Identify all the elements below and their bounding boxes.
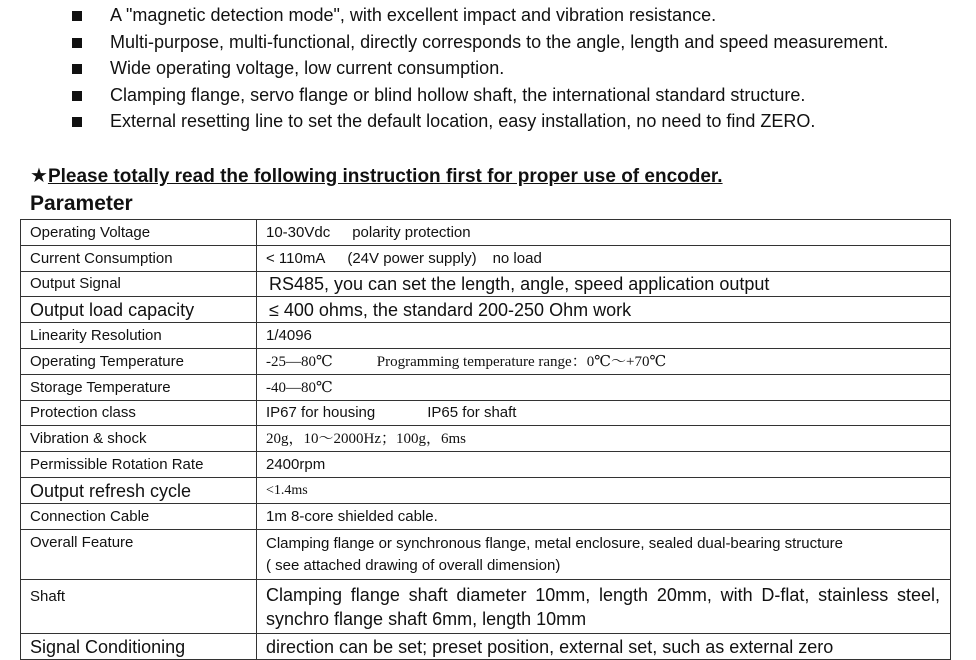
param-value: -40—80℃	[257, 375, 951, 401]
bullet-square-icon	[72, 38, 82, 48]
table-row	[21, 349, 951, 375]
feature-list	[0, 0, 976, 135]
bullet-square-icon	[72, 117, 82, 127]
param-key: Protection class	[21, 401, 257, 426]
value-part: polarity protection	[352, 223, 471, 241]
param-key: Linearity Resolution	[21, 323, 257, 349]
param-key: Signal Conditioning	[21, 634, 257, 660]
param-key: Operating Temperature	[21, 349, 257, 375]
param-value	[257, 220, 951, 246]
read-instruction-notice	[30, 162, 723, 191]
param-value: Clamping flange shaft diameter 10mm, length 20mm, with D-flat, stainless steel, synchro flange shaft 6mm, length 10mm	[257, 580, 951, 634]
param-key: Output load capacity	[21, 297, 257, 323]
feature-item	[0, 55, 976, 82]
table-row	[21, 530, 951, 580]
feature-item	[0, 108, 976, 135]
param-key: Operating Voltage	[21, 220, 257, 246]
feature-text: Clamping flange, servo flange or blind hollow shaft, the international standard structure.	[110, 84, 806, 105]
param-key: Output refresh cycle	[21, 478, 257, 504]
param-key: Current Consumption	[21, 246, 257, 272]
param-key: Storage Temperature	[21, 375, 257, 401]
table-row	[21, 246, 951, 272]
feature-text: External resetting line to set the default location, easy installation, no need to find ZERO.	[110, 111, 816, 131]
notice-text: Please totally read the following instruction first for proper use of encoder.	[47, 166, 723, 187]
param-value	[257, 401, 951, 426]
table-row	[21, 504, 951, 530]
parameter-table	[20, 219, 951, 660]
param-value	[257, 530, 951, 580]
table-row	[21, 375, 951, 401]
star-icon: ★	[30, 165, 48, 187]
feature-text: A "magnetic detection mode", with excellent impact and vibration resistance.	[110, 5, 717, 25]
bullet-square-icon	[72, 91, 82, 101]
bullet-square-icon	[72, 11, 82, 21]
param-value	[257, 246, 951, 272]
value-line: ( see attached drawing of overall dimension)	[266, 556, 561, 574]
value-part: IP67 for housing	[266, 404, 376, 421]
param-key: Connection Cable	[21, 504, 257, 530]
table-row	[21, 580, 951, 634]
table-row	[21, 297, 951, 323]
param-value: 1m 8-core shielded cable.	[257, 504, 951, 530]
table-row	[21, 272, 951, 297]
table-row	[21, 426, 951, 452]
param-key: Overall Feature	[21, 530, 257, 580]
param-value	[257, 349, 951, 375]
value-part: Programming temperature range：0℃～+70℃	[376, 353, 667, 370]
table-row	[21, 220, 951, 246]
bullet-square-icon	[72, 64, 82, 74]
table-row	[21, 323, 951, 349]
value-line: Clamping flange or synchronous flange, metal enclosure, sealed dual-bearing structure	[266, 534, 843, 552]
param-value: 1/4096	[257, 323, 951, 349]
param-value: 2400rpm	[257, 452, 951, 478]
table-row	[21, 401, 951, 426]
param-key: Vibration & shock	[21, 426, 257, 452]
param-value: RS485, you can set the length, angle, speed application output	[257, 272, 951, 297]
param-value: direction can be set; preset position, external set, such as external zero	[257, 634, 951, 660]
param-key: Shaft	[21, 580, 257, 634]
feature-item	[0, 82, 976, 109]
param-key: Permissible Rotation Rate	[21, 452, 257, 478]
value-part: -25—80℃	[266, 353, 333, 370]
feature-text: Wide operating voltage, low current consumption.	[110, 58, 505, 78]
value-part: 10-30Vdc	[266, 223, 331, 241]
param-key: Output Signal	[21, 272, 257, 297]
table-row	[21, 634, 951, 660]
value-part: (24V power supply)	[347, 249, 477, 267]
value-part: no load	[492, 249, 542, 267]
section-heading: Parameter	[30, 192, 133, 215]
feature-text: Multi-purpose, multi-functional, directly corresponds to the angle, length and speed measurement.	[110, 31, 889, 52]
param-value: ≤ 400 ohms, the standard 200-250 Ohm work	[257, 297, 951, 323]
table-row	[21, 478, 951, 504]
value-part: < 110mA	[266, 249, 326, 267]
param-value: <1.4ms	[257, 478, 951, 504]
value-part: IP65 for shaft	[427, 404, 517, 421]
table-row	[21, 452, 951, 478]
feature-item	[0, 2, 976, 29]
feature-item	[0, 29, 976, 56]
param-value: 20g，10～2000Hz；100g，6ms	[257, 426, 951, 452]
